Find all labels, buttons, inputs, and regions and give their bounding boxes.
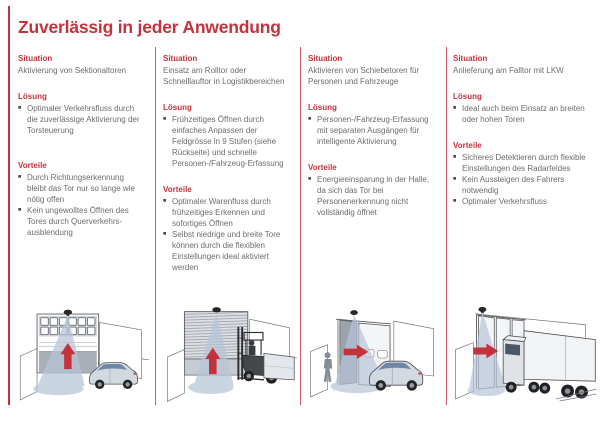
vorteile-heading: Vorteile	[163, 185, 192, 194]
loesung-item: ■ Optimaler Verkehrsfluss durch die zuverlässige Aktivierung der Torsteuerung	[18, 103, 140, 136]
column-divider	[446, 47, 447, 405]
illustration-folding-door-truck	[448, 298, 598, 402]
loesung-heading: Lösung	[163, 103, 192, 112]
situation-text: Aktivierung von Sektionaltoren	[18, 66, 127, 75]
left-wall	[20, 349, 37, 400]
column-sectionaltor	[18, 53, 140, 253]
left-wall	[311, 345, 328, 397]
vorteile-section	[453, 140, 589, 207]
vorteile-item: ■ Sicheres Detektieren durch flexible Einstellungen des Radarfeldes	[453, 152, 589, 174]
truck	[503, 331, 596, 401]
loesung-section	[163, 102, 291, 169]
vorteile-section	[18, 160, 140, 238]
loesung-heading: Lösung	[453, 92, 482, 101]
column-schiebetor	[308, 53, 438, 233]
column-falltor	[453, 53, 589, 222]
vorteile-item: ■ Optimaler Verkehrsfluss	[453, 196, 589, 207]
situation-heading: Situation	[453, 54, 488, 63]
radar-sensor-icon	[212, 307, 221, 312]
situation-text: Einsatz am Rolltor oder Schnelllauftor in Logistikbereichen	[163, 66, 285, 86]
illustration-sectional-door-car	[10, 298, 150, 402]
loesung-section	[453, 91, 589, 125]
situation-text: Anlieferung am Falltor mit LKW	[453, 66, 564, 75]
situation-section	[453, 53, 589, 76]
vorteile-section	[163, 184, 291, 273]
situation-section	[163, 53, 291, 87]
illustration-roller-door-forklift	[156, 298, 298, 402]
vorteile-item: ■ Optimaler Warenfluss durch frühzeitiges Erkennen und sofortiges Öffnen	[163, 196, 291, 229]
situation-heading: Situation	[163, 54, 198, 63]
pedestrian	[324, 352, 333, 382]
column-divider	[300, 47, 301, 405]
page-title: Zuverlässig in jeder Anwendung	[18, 16, 281, 37]
vorteile-heading: Vorteile	[308, 163, 337, 172]
situation-heading: Situation	[18, 54, 53, 63]
illustration-sliding-door-person-car	[302, 298, 444, 402]
vorteile-item: ■ Kein ungewolltes Öffnen des Tores durch Querverkehrsausblendung	[18, 205, 140, 238]
loesung-heading: Lösung	[308, 103, 337, 112]
situation-heading: Situation	[308, 54, 343, 63]
situation-text: Aktivieren von Schiebetoren für Personen und Fahrzeuge	[308, 66, 420, 86]
loesung-item: ■ Personen-/Fahrzeug-Erfassung mit separaten Ausgängen für intelligente Aktivierung	[308, 114, 438, 147]
situation-section	[308, 53, 438, 87]
situation-section	[18, 53, 140, 76]
column-rolltor	[163, 53, 291, 288]
loesung-heading: Lösung	[18, 92, 47, 101]
vorteile-item: ■ Kein Aussteigen des Fahrers notwendig	[453, 174, 589, 196]
loesung-item: ■ Frühzeitiges Öffnen durch einfaches Anpassen der Feldgrösse in 9 Stufen (siehe Rückseite) und schnelle Personen-/Fahrzeug-Erfassung	[163, 114, 291, 169]
radar-sensor-icon	[350, 310, 358, 315]
vorteile-item: ■ Durch Richtungserkennung bleibt das Tor nur so lange wie nötig offen	[18, 172, 140, 205]
loesung-section	[308, 102, 438, 147]
vorteile-item: ■ Selbst niedrige und breite Tore können durch die flexiblen Einstellungen ideal aktiviert werden	[163, 229, 291, 273]
loesung-section	[18, 91, 140, 136]
vorteile-heading: Vorteile	[453, 141, 482, 150]
vorteile-section	[308, 162, 438, 218]
left-wall	[167, 350, 184, 402]
loesung-item: ■ Ideal auch beim Einsatz an breiten oder hohen Toren	[453, 103, 589, 125]
vorteile-item: ■ Energieeinsparung in der Halle, da sich das Tor bei Personenerkennung nicht vollständig öffnet	[308, 174, 438, 218]
vorteile-heading: Vorteile	[18, 161, 47, 170]
